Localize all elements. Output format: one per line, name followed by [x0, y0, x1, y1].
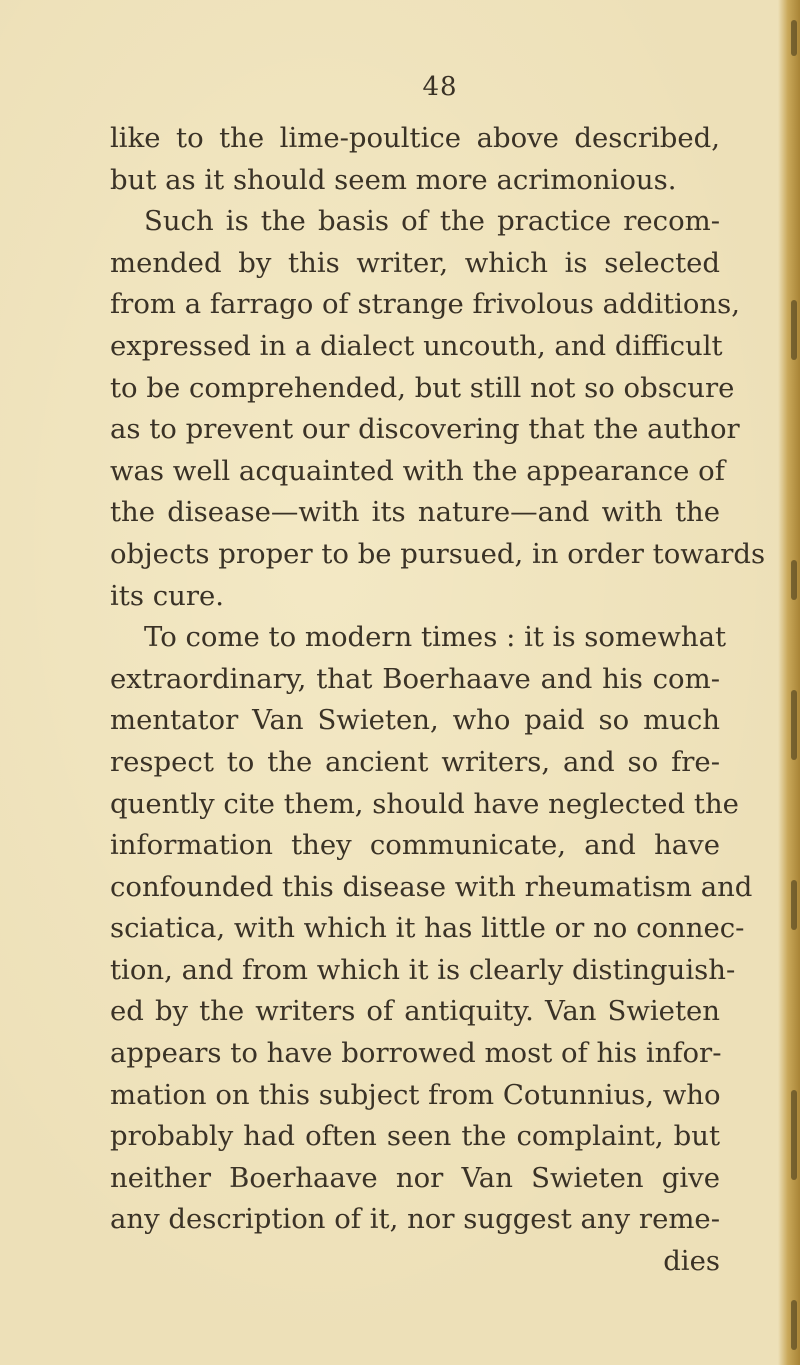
edge-mark	[791, 20, 797, 56]
edge-mark	[791, 300, 797, 360]
text-line: neither Boerhaave nor Van Swieten give	[110, 1161, 720, 1194]
text-line: probably had often seen the complaint, but	[110, 1120, 720, 1153]
text-line: was well acquainted with the appearance of	[110, 454, 725, 487]
page-edge-shadow	[778, 0, 800, 1365]
text-line: to be comprehended, but still not so obscure	[110, 371, 735, 404]
text-line: tion, and from which it is clearly distinguish-	[110, 953, 736, 986]
text-line: but as it should seem more acrimonious.	[110, 163, 677, 196]
text-line: confounded this disease with rheumatism and	[110, 870, 753, 903]
text-line: mation on this subject from Cotunnius, who	[110, 1078, 721, 1111]
text-line: its cure.	[110, 579, 224, 612]
text-line: the disease—with its nature—and with the	[110, 496, 720, 529]
text-line: like to the lime-poultice above described,	[110, 122, 720, 154]
text-line: any description of it, nor suggest any reme-	[110, 1203, 720, 1236]
text-line: as to prevent our discovering that the author	[110, 413, 740, 446]
edge-mark	[791, 1090, 797, 1180]
body-text	[110, 118, 766, 1283]
text-line: information they communicate, and have	[110, 829, 720, 862]
edge-mark	[791, 880, 797, 930]
edge-mark	[791, 1300, 797, 1350]
text-line: To come to modern times : it is somewhat	[144, 621, 727, 654]
text-line: mended by this writer, which is selected	[110, 246, 720, 279]
text-line: expressed in a dialect uncouth, and difficult	[110, 329, 723, 362]
edge-mark	[791, 560, 797, 600]
text-line: extraordinary, that Boerhaave and his com-	[110, 662, 720, 695]
edge-mark	[791, 690, 797, 760]
text-line: sciatica, with which it has little or no connec-	[110, 912, 745, 945]
text-line: ed by the writers of antiquity. Van Swieten	[110, 995, 720, 1028]
text-line: objects proper to be pursued, in order towards	[110, 537, 766, 570]
text-line: respect to the ancient writers, and so fre-	[110, 745, 720, 778]
text-line: mentator Van Swieten, who paid so much	[110, 704, 720, 737]
text-line: quently cite them, should have neglected the	[110, 787, 739, 820]
page-number: 48	[422, 72, 458, 102]
text-line: appears to have borrowed most of his infor-	[110, 1037, 722, 1070]
text-line: from a farrago of strange frivolous additions,	[110, 288, 741, 321]
catchword: dies	[663, 1245, 720, 1278]
text-line: Such is the basis of the practice recom-	[144, 205, 720, 238]
